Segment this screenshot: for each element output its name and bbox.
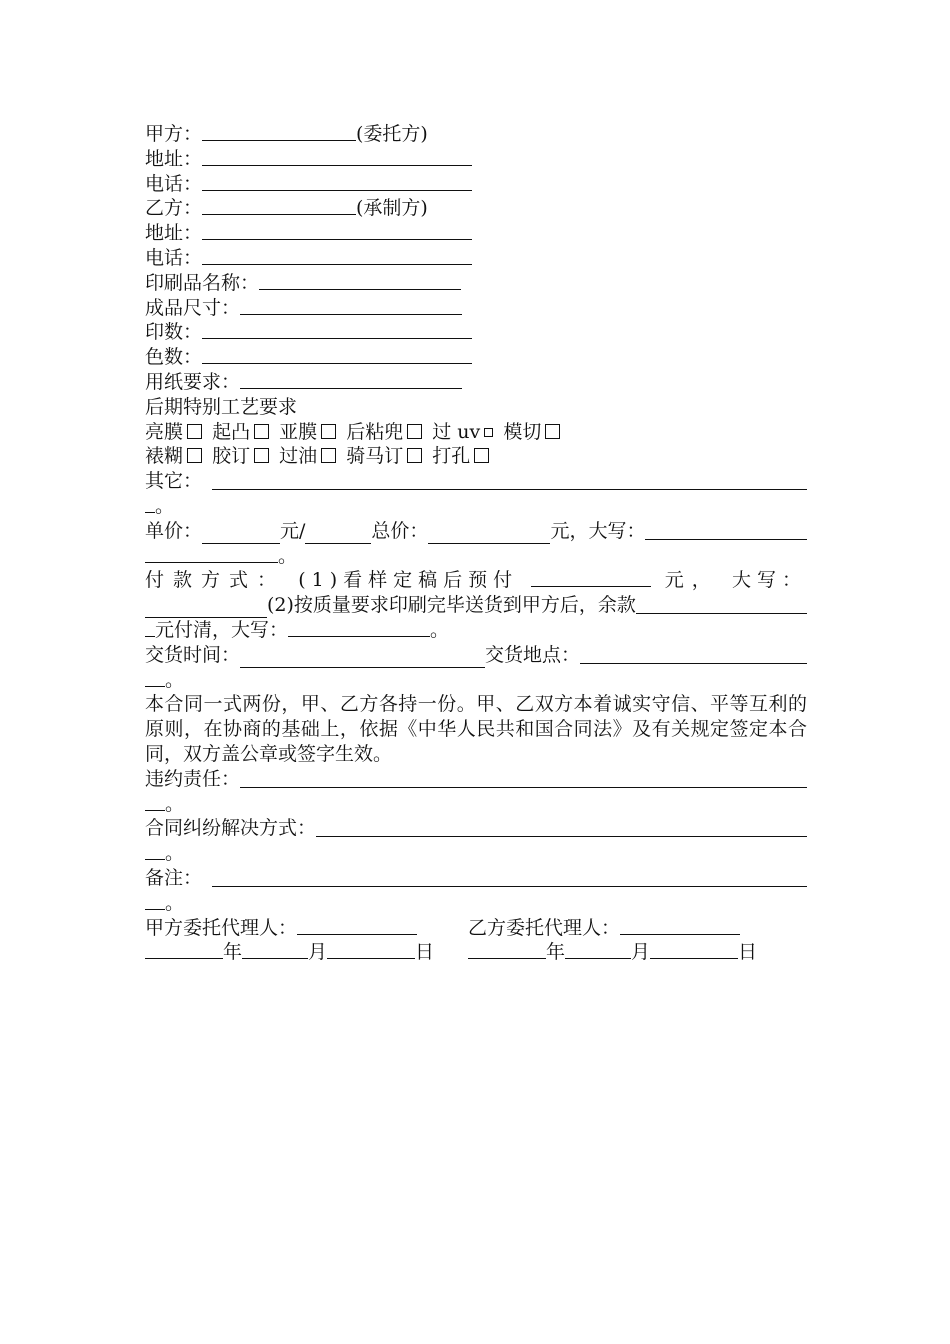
total-daxie-blank[interactable] bbox=[645, 521, 807, 540]
remark-row bbox=[145, 866, 807, 891]
period: 。 bbox=[165, 891, 185, 914]
paper-blank[interactable] bbox=[240, 370, 462, 389]
print-name-label: 印刷品名称： bbox=[145, 271, 260, 294]
year-label: 年 bbox=[546, 941, 566, 964]
dispute-blank[interactable] bbox=[316, 818, 807, 837]
party-a-address-blank[interactable] bbox=[202, 147, 472, 166]
dispute-row-end bbox=[145, 841, 807, 866]
delivery-row-end bbox=[145, 668, 807, 693]
payment-row-2 bbox=[145, 593, 807, 618]
colors-row bbox=[145, 345, 807, 370]
date-row bbox=[145, 940, 807, 965]
other-row bbox=[145, 469, 807, 494]
party-a-agent-label: 甲方委托代理人： bbox=[145, 916, 298, 939]
breach-row-end bbox=[145, 792, 807, 817]
other-blank-cont[interactable] bbox=[145, 494, 155, 513]
party-a-address-row bbox=[145, 147, 807, 172]
other-blank[interactable] bbox=[212, 471, 807, 490]
craft-options-row-2 bbox=[145, 444, 807, 469]
party-a-date bbox=[145, 940, 468, 965]
party-b-agent-label: 乙方委托代理人： bbox=[468, 916, 621, 939]
contract-clause: 本合同一式两份，甲、乙方各持一份。甲、乙双方本着诚实守信、平等互利的原则，在协商的基础上，依据《中华人民共和国合同法》及有关规定签定本合同，双方盖公章或签字生效。 bbox=[145, 693, 807, 765]
day-label: 日 bbox=[415, 941, 435, 964]
party-b-label: 乙方： bbox=[145, 197, 203, 220]
remark-label: 备注： bbox=[145, 866, 203, 889]
checkbox[interactable] bbox=[407, 424, 422, 439]
price-row-end bbox=[145, 544, 807, 569]
period: 。 bbox=[430, 618, 450, 641]
breach-label: 违约责任： bbox=[145, 767, 241, 790]
size-label: 成品尺寸： bbox=[145, 296, 241, 319]
paper-row bbox=[145, 370, 807, 395]
craft-option-label: 胶订 bbox=[212, 445, 251, 468]
checkbox[interactable] bbox=[187, 424, 202, 439]
unit-blank[interactable] bbox=[305, 525, 371, 544]
prepay-daxie-blank[interactable] bbox=[145, 599, 267, 618]
paper-label: 用纸要求： bbox=[145, 370, 241, 393]
year-blank[interactable] bbox=[145, 940, 223, 959]
craft-heading: 后期特别工艺要求 bbox=[145, 395, 298, 418]
breach-blank[interactable] bbox=[240, 769, 807, 788]
contract-body bbox=[145, 122, 807, 965]
breach-blank-cont[interactable] bbox=[145, 792, 165, 811]
party-a-label: 甲方： bbox=[145, 123, 203, 145]
checkbox[interactable] bbox=[321, 448, 336, 463]
payment-row bbox=[145, 568, 807, 593]
prepay-blank[interactable] bbox=[531, 568, 651, 587]
craft-option-label: 起凸 bbox=[212, 420, 251, 443]
payment-step1: (1)看样定稿后预付 bbox=[298, 569, 519, 592]
total-label: 总价： bbox=[371, 519, 429, 542]
other-row-end bbox=[145, 494, 807, 519]
month-blank[interactable] bbox=[565, 940, 631, 959]
party-a-phone-blank[interactable] bbox=[202, 172, 472, 191]
unit-price-label: 单价： bbox=[145, 519, 203, 542]
party-a-name-blank[interactable] bbox=[202, 122, 356, 141]
month-label: 月 bbox=[308, 941, 328, 964]
checkbox[interactable] bbox=[321, 424, 336, 439]
party-b-row bbox=[145, 196, 807, 221]
payment-label: 付款方式： bbox=[145, 569, 286, 592]
craft-option-label: 过油 bbox=[279, 445, 318, 468]
dispute-row bbox=[145, 816, 807, 841]
day-label: 日 bbox=[738, 941, 758, 964]
craft-option-label: 亚膜 bbox=[279, 420, 318, 443]
party-b-role: (承制方) bbox=[356, 197, 428, 220]
month-blank[interactable] bbox=[242, 940, 308, 959]
party-a-address-label: 地址： bbox=[145, 147, 203, 170]
period: 。 bbox=[165, 792, 185, 815]
dispute-blank-cont[interactable] bbox=[145, 841, 165, 860]
balance-blank[interactable] bbox=[636, 595, 807, 614]
checkbox[interactable] bbox=[187, 448, 202, 463]
party-b-phone-row bbox=[145, 246, 807, 271]
craft-options-row-1 bbox=[145, 420, 807, 445]
party-b-date bbox=[468, 940, 757, 965]
balance-daxie-blank[interactable] bbox=[288, 618, 430, 637]
prepay-yuan: 元， bbox=[664, 569, 719, 592]
craft-option-label: 打孔 bbox=[432, 445, 471, 468]
party-a-agent-blank[interactable] bbox=[297, 916, 417, 935]
delivery-place-blank[interactable] bbox=[580, 645, 807, 664]
print-name-blank[interactable] bbox=[259, 271, 461, 290]
settle-label: 元付清，大写： bbox=[155, 618, 289, 641]
party-b-name-blank[interactable] bbox=[202, 196, 356, 215]
remark-blank-cont[interactable] bbox=[145, 891, 165, 910]
checkbox[interactable] bbox=[484, 428, 493, 437]
unit-price-blank[interactable] bbox=[202, 525, 280, 544]
delivery-time-blank[interactable] bbox=[240, 649, 485, 668]
craft-option-label: 裱糊 bbox=[145, 445, 184, 468]
delivery-time-label: 交货时间： bbox=[145, 643, 241, 666]
party-b-address-label: 地址： bbox=[145, 222, 203, 245]
day-blank[interactable] bbox=[650, 940, 738, 959]
party-b-address-blank[interactable] bbox=[202, 221, 472, 240]
payment-step2: (2)按质量要求印刷完毕送货到甲方后，余款 bbox=[267, 594, 636, 617]
delivery-place-label: 交货地点： bbox=[485, 643, 581, 666]
period: 。 bbox=[278, 544, 298, 567]
checkbox[interactable] bbox=[407, 448, 422, 463]
party-b-phone-blank[interactable] bbox=[202, 246, 472, 265]
period: 。 bbox=[165, 668, 185, 691]
delivery-place-blank-cont[interactable] bbox=[145, 668, 165, 687]
delivery-row bbox=[145, 643, 807, 668]
quantity-row bbox=[145, 320, 807, 345]
size-row bbox=[145, 296, 807, 321]
yuan-per-label: 元/ bbox=[280, 519, 306, 542]
period: 。 bbox=[155, 494, 175, 517]
period: 。 bbox=[165, 842, 185, 865]
party-b-phone-label: 电话： bbox=[145, 246, 203, 269]
party-b-agent bbox=[468, 916, 740, 941]
colors-label: 色数： bbox=[145, 346, 203, 369]
print-name-row bbox=[145, 271, 807, 296]
total-blank[interactable] bbox=[428, 525, 550, 544]
colors-blank[interactable] bbox=[202, 345, 472, 364]
quantity-blank[interactable] bbox=[202, 320, 472, 339]
yuan-daxie-label: 元，大写： bbox=[550, 519, 646, 542]
checkbox[interactable] bbox=[254, 424, 269, 439]
craft-option-label: 骑马订 bbox=[346, 445, 404, 468]
party-a-row bbox=[145, 122, 807, 147]
price-row bbox=[145, 519, 807, 544]
party-a-phone-label: 电话： bbox=[145, 172, 203, 195]
size-blank[interactable] bbox=[240, 296, 462, 315]
prepay-daxie-label: 大写： bbox=[731, 569, 807, 592]
checkbox[interactable] bbox=[474, 448, 489, 463]
agent-row bbox=[145, 916, 807, 941]
craft-option-label: 亮膜 bbox=[145, 420, 184, 443]
checkbox[interactable] bbox=[545, 424, 560, 439]
craft-option-label: 模切 bbox=[503, 420, 542, 443]
day-blank[interactable] bbox=[327, 940, 415, 959]
remark-row-end bbox=[145, 891, 807, 916]
party-b-address-row bbox=[145, 221, 807, 246]
payment-row-3 bbox=[145, 618, 807, 643]
breach-row bbox=[145, 767, 807, 792]
balance-blank-cont[interactable] bbox=[145, 618, 155, 637]
checkbox[interactable] bbox=[254, 448, 269, 463]
year-label: 年 bbox=[223, 941, 243, 964]
other-label: 其它： bbox=[145, 470, 203, 493]
party-a-phone-row bbox=[145, 172, 807, 197]
year-blank[interactable] bbox=[468, 940, 546, 959]
craft-option-label: 过 uv bbox=[432, 420, 481, 443]
party-b-agent-blank[interactable] bbox=[620, 916, 740, 935]
party-a-agent bbox=[145, 916, 468, 941]
dispute-label: 合同纠纷解决方式： bbox=[145, 817, 317, 840]
craft-option-label: 后粘兜 bbox=[346, 420, 404, 443]
quantity-label: 印数： bbox=[145, 321, 203, 344]
party-a-role: (委托方) bbox=[356, 123, 428, 145]
total-daxie-blank-cont[interactable] bbox=[145, 544, 278, 563]
remark-blank[interactable] bbox=[212, 868, 807, 887]
month-label: 月 bbox=[631, 941, 651, 964]
